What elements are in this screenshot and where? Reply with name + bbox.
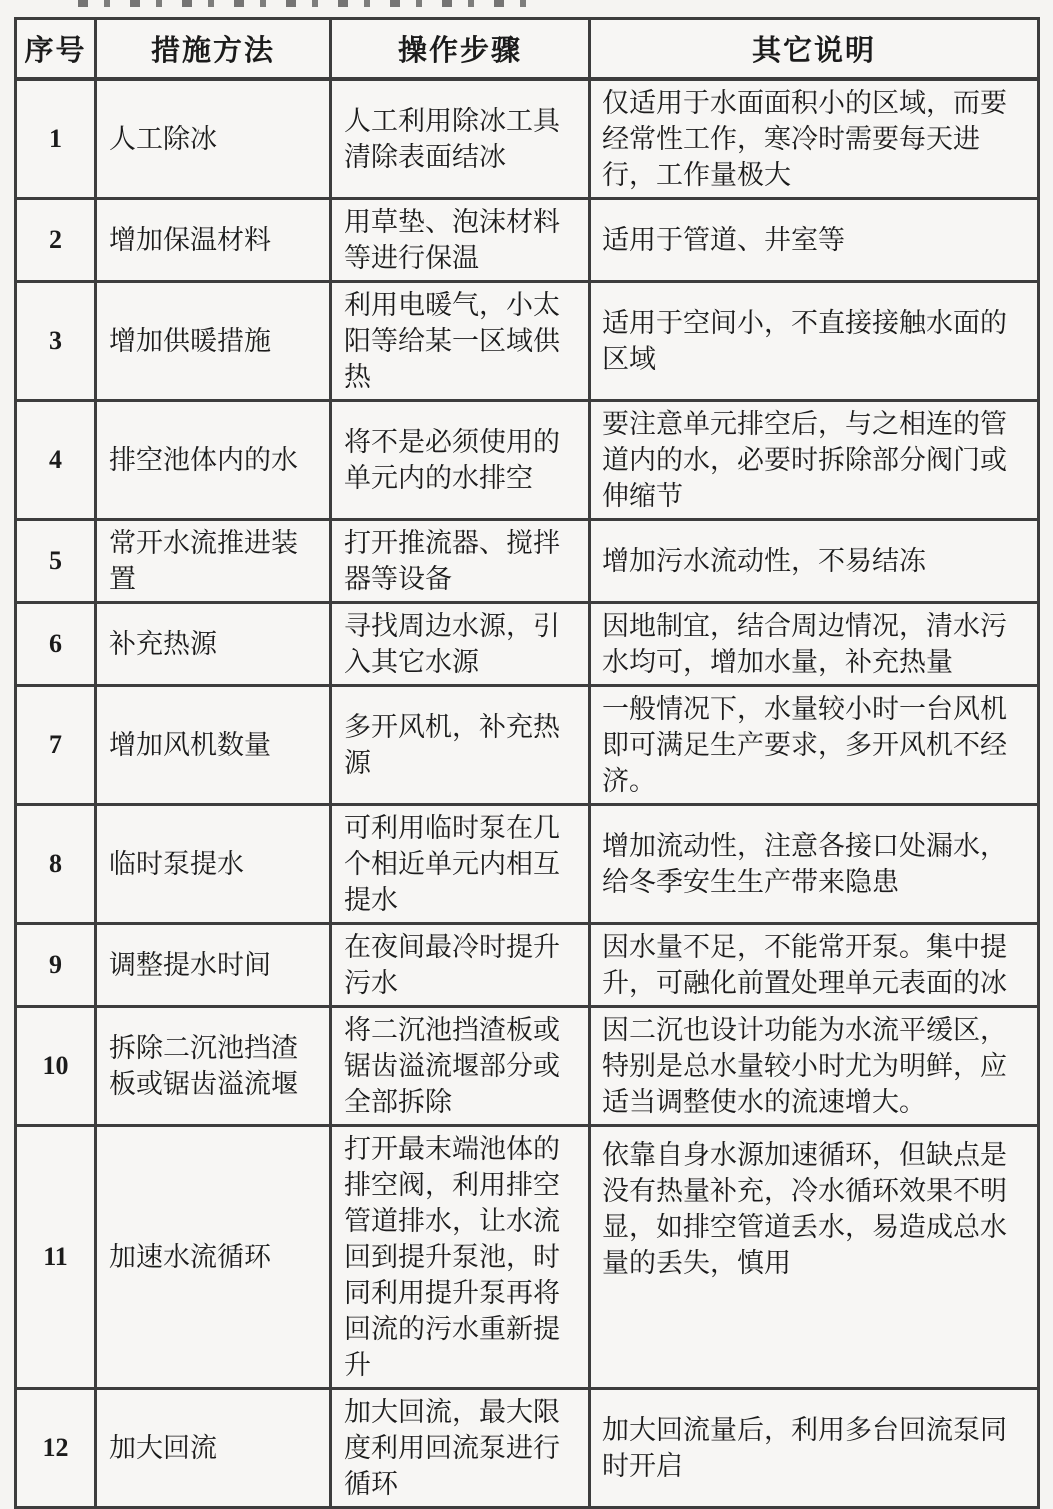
cell-notes: 要注意单元排空后，与之相连的管道内的水，必要时拆除部分阀门或伸缩节	[590, 401, 1039, 520]
cell-notes: 仅适用于水面面积小的区域，而要经常性工作，寒冷时需要每天进行，工作量极大	[590, 79, 1039, 199]
cell-method: 增加保温材料	[96, 199, 331, 282]
cell-number: 1	[16, 79, 96, 199]
cell-method: 拆除二沉池挡渣板或锯齿溢流堰	[96, 1007, 331, 1126]
table-row	[16, 1007, 1039, 1126]
cell-steps: 打开最末端池体的排空阀，利用排空管道排水，让水流回到提升泵池，时同利用提升泵再将回流的污水重新提升	[331, 1126, 590, 1389]
table-row	[16, 924, 1039, 1007]
table-header-row	[16, 19, 1039, 80]
column-header-number: 序号	[16, 19, 96, 80]
cell-notes: 加大回流量后，利用多台回流泵同时开启	[590, 1389, 1039, 1508]
cell-notes: 因地制宜，结合周边情况，清水污水均可，增加水量，补充热量	[590, 603, 1039, 686]
cell-method: 加大回流	[96, 1389, 331, 1508]
cell-notes: 适用于管道、井室等	[590, 199, 1039, 282]
cell-method: 排空池体内的水	[96, 401, 331, 520]
cell-notes: 一般情况下，水量较小时一台风机即可满足生产要求，多开风机不经济。	[590, 686, 1039, 805]
cell-number: 2	[16, 199, 96, 282]
cut-off-text-fragment	[78, 0, 536, 7]
cell-steps: 多开风机，补充热源	[331, 686, 590, 805]
cell-number: 7	[16, 686, 96, 805]
cell-number: 8	[16, 805, 96, 924]
cell-number: 11	[16, 1126, 96, 1389]
cell-number: 6	[16, 603, 96, 686]
table-row	[16, 603, 1039, 686]
cell-method: 加速水流循环	[96, 1126, 331, 1389]
table-row	[16, 805, 1039, 924]
cell-steps: 人工利用除冰工具清除表面结冰	[331, 79, 590, 199]
cell-steps: 用草垫、泡沫材料等进行保温	[331, 199, 590, 282]
cell-notes: 因水量不足，不能常开泵。集中提升，可融化前置处理单元表面的冰	[590, 924, 1039, 1007]
cell-steps: 在夜间最冷时提升污水	[331, 924, 590, 1007]
table-row	[16, 1389, 1039, 1508]
cell-number: 5	[16, 520, 96, 603]
cell-method: 调整提水时间	[96, 924, 331, 1007]
cell-notes: 因二沉也设计功能为水流平缓区，特别是总水量较小时尤为明鲜，应适当调整使水的流速增大。	[590, 1007, 1039, 1126]
cell-steps: 将不是必须使用的单元内的水排空	[331, 401, 590, 520]
cell-method: 临时泵提水	[96, 805, 331, 924]
table-row	[16, 686, 1039, 805]
cell-number: 9	[16, 924, 96, 1007]
cell-method: 增加供暖措施	[96, 282, 331, 401]
cell-steps: 寻找周边水源，引入其它水源	[331, 603, 590, 686]
cell-steps: 利用电暖气，小太阳等给某一区域供热	[331, 282, 590, 401]
cell-method: 常开水流推进装置	[96, 520, 331, 603]
table-row	[16, 1126, 1039, 1389]
cell-steps: 将二沉池挡渣板或锯齿溢流堰部分或全部拆除	[331, 1007, 590, 1126]
cell-number: 3	[16, 282, 96, 401]
cell-method: 人工除冰	[96, 79, 331, 199]
cell-number: 10	[16, 1007, 96, 1126]
measures-table	[14, 17, 1040, 1509]
table-row	[16, 520, 1039, 603]
cell-notes: 适用于空间小，不直接接触水面的区域	[590, 282, 1039, 401]
column-header-method: 措施方法	[96, 19, 331, 80]
cell-notes: 增加流动性，注意各接口处漏水，给冬季安生生产带来隐患	[590, 805, 1039, 924]
table-row	[16, 199, 1039, 282]
cell-number: 4	[16, 401, 96, 520]
table-row	[16, 401, 1039, 520]
cell-number: 12	[16, 1389, 96, 1508]
cell-steps: 加大回流，最大限度利用回流泵进行循环	[331, 1389, 590, 1508]
cell-notes: 依靠自身水源加速循环，但缺点是没有热量补充，冷水循环效果不明显，如排空管道丢水，易造成总水量的丢失，慎用	[590, 1126, 1039, 1389]
column-header-notes: 其它说明	[590, 19, 1039, 80]
cell-steps: 可利用临时泵在几个相近单元内相互提水	[331, 805, 590, 924]
cell-method: 增加风机数量	[96, 686, 331, 805]
cell-steps: 打开推流器、搅拌器等设备	[331, 520, 590, 603]
column-header-steps: 操作步骤	[331, 19, 590, 80]
table-row	[16, 282, 1039, 401]
table-row	[16, 79, 1039, 199]
cell-method: 补充热源	[96, 603, 331, 686]
cell-notes: 增加污水流动性，不易结冻	[590, 520, 1039, 603]
table-body	[16, 79, 1039, 1508]
